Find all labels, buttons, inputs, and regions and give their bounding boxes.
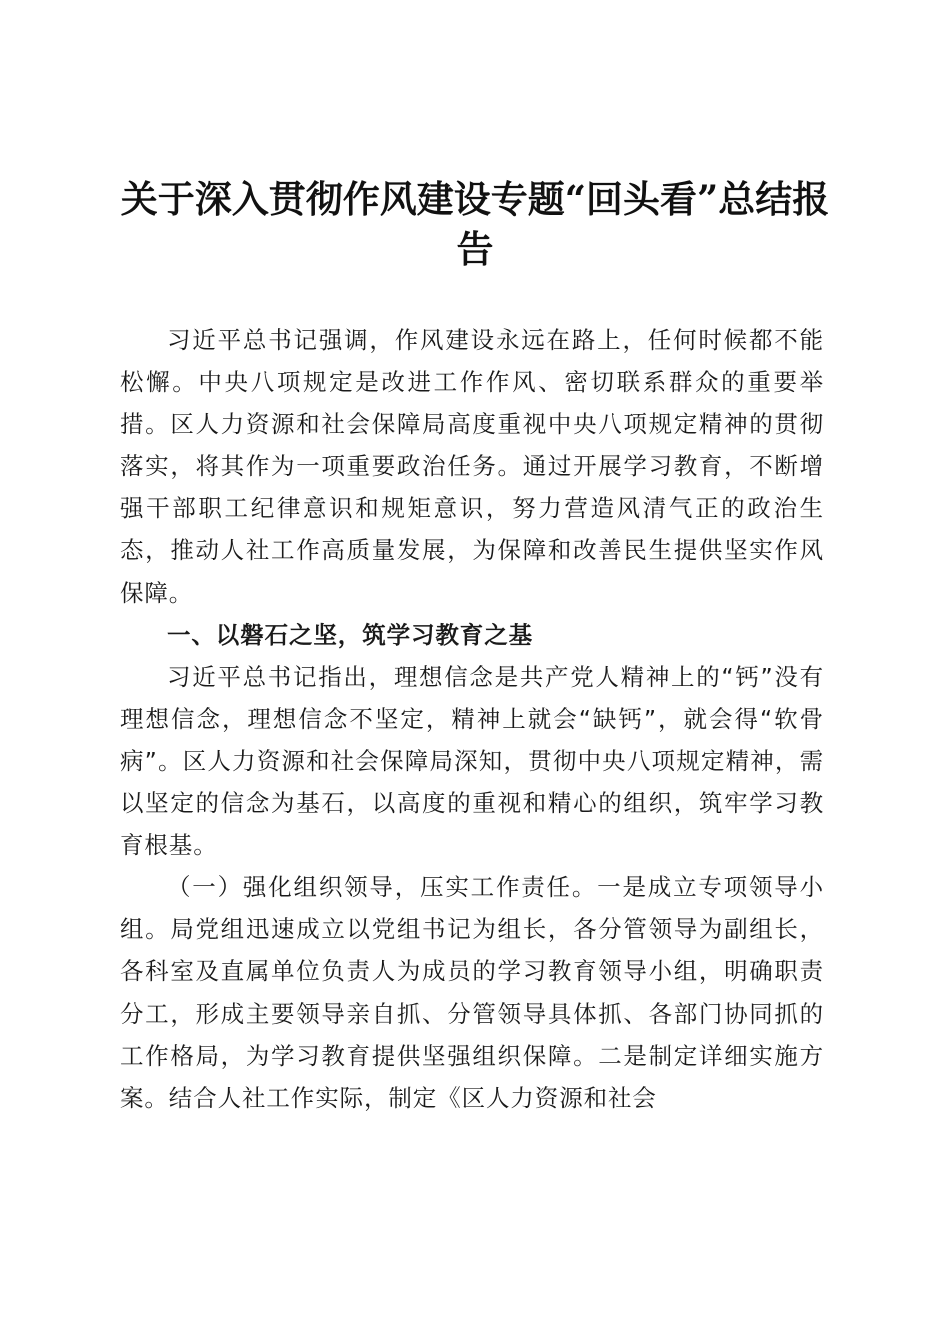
section-heading-1 xyxy=(120,614,824,656)
heading-text: 一、以磐石之坚，筑学习教育之基 xyxy=(167,620,533,649)
subsection-paragraph xyxy=(120,866,824,1119)
document-body xyxy=(120,319,824,1119)
subsection-lead: （一）强化组织领导，压实工作责任。 xyxy=(167,873,598,902)
paragraph-text: 一是成立专项领导小组。局党组迅速成立以党组书记为组长，各分管领导为副组长，各科室及直属单位负责人为成员的学习教育领导小组，明确职责分工，形成主要领导亲自抓、分管领导具体抓、各部门协同抓的工作格局，为学习教育提供坚强组织保障。二是制定详细实施方案。结合人社工作实际，制定《区人力资源和社会 xyxy=(120,873,824,1112)
document-title: 关于深入贯彻作风建设专题“回头看”总结报告 xyxy=(120,177,830,271)
intro-paragraph xyxy=(120,319,824,614)
section-1-paragraph xyxy=(120,656,824,866)
paragraph-text: 习近平总书记指出，理想信念是共产党人精神上的“钙”没有理想信念，理想信念不坚定，精神上就会“缺钙”，就会得“软骨病”。区人力资源和社会保障局深知，贯彻中央八项规定精神，需以坚定的信念为基石，以高度的重视和精心的组织，筑牢学习教育根基。 xyxy=(120,662,824,860)
paragraph-text: 习近平总书记强调，作风建设永远在路上，任何时候都不能松懈。中央八项规定是改进工作作风、密切联系群众的重要举措。区人力资源和社会保障局高度重视中央八项规定精神的贯彻落实，将其作为一项重要政治任务。通过开展学习教育，不断增强干部职工纪律意识和规矩意识，努力营造风清气正的政治生态，推动人社工作高质量发展，为保障和改善民生提供坚实作风保障。 xyxy=(120,326,824,607)
